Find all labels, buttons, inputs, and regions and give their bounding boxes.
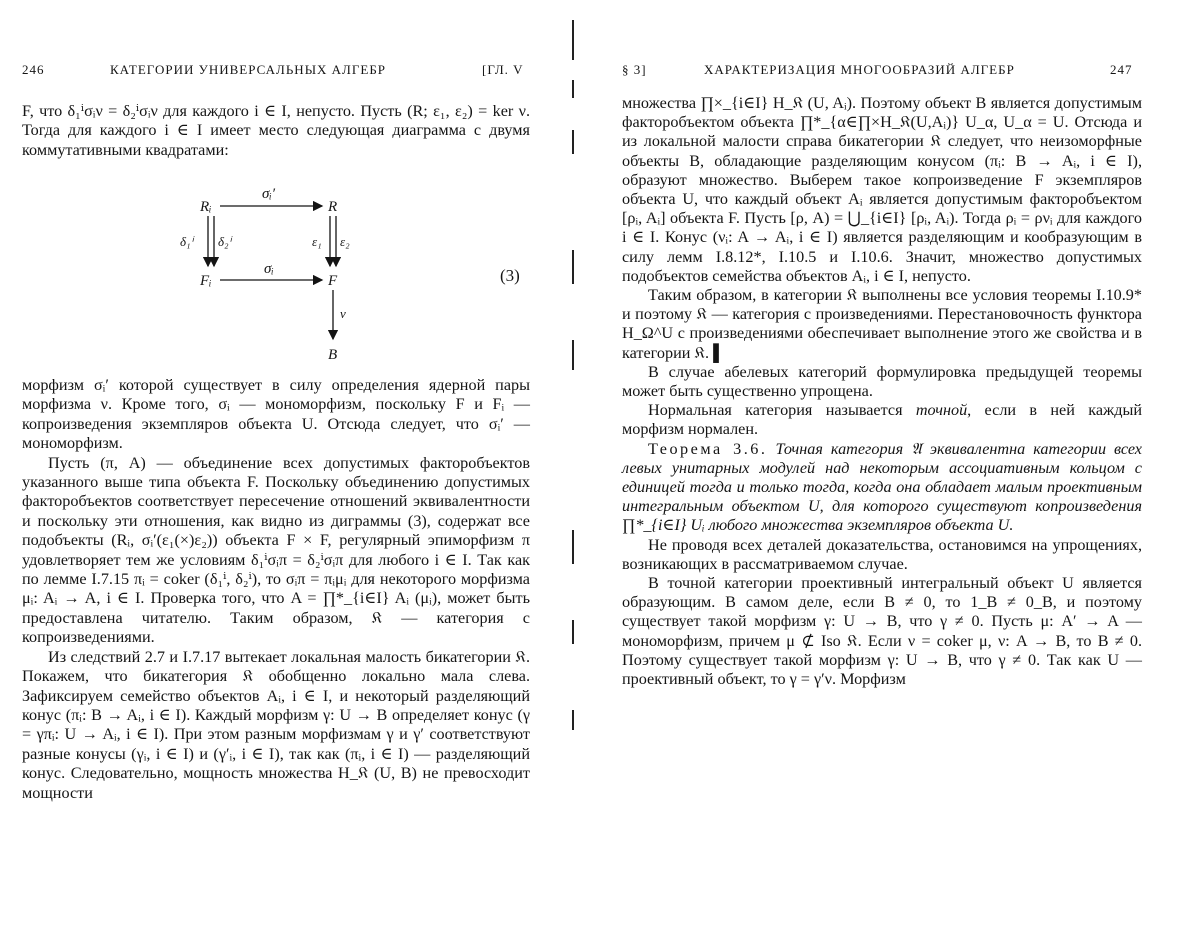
- node-Ri: Rᵢ: [200, 199, 212, 215]
- right-para-abelian: В случае абелевых категорий формулировка предыдущей теоремы может быть существенно упрощена.: [622, 362, 1142, 401]
- theorem-3-6: [622, 440, 1142, 536]
- normal-text-b: , если в ней каждый морфизм нормален.: [622, 401, 1142, 439]
- left-para-union: Пусть (π, A) — объединение всех допустимых факторобъектов указанного выше типа объекта F. Поскольку объединению допустимых факторобъектов соответствует пересечение отношений эквивалентности и поскольку эти отношения, как видно из диграммы (3), содержат все подобъекты (Rᵢ, σᵢ′(ε₁(×)ε₂)) объекта F × F, регулярный эпиморфизм π удовлетворяет тем же условиям δ₁ⁱσᵢπ = δ₂ⁱσᵢπ для любого i ∈ I. Так как по лемме I.7.15 πᵢ = coker (δ₁ⁱ, δ₂ⁱ), то σᵢπ = πᵢμᵢ для некоторого морфизма μᵢ: Aᵢ → A, i ∈ I. Проверка того, что A = ∏*_{i∈I} Aᵢ (μᵢ), может быть предоставлена читателю. Таким образом, 𝔎 — категория с копроизведениями.: [22, 453, 530, 647]
- right-main-block: [622, 94, 1142, 689]
- left-intro-block: [22, 102, 530, 160]
- right-page-number: 247: [1110, 62, 1133, 77]
- normal-text-a: Нормальная категория называется: [648, 401, 916, 420]
- right-para-thus: Таким образом, в категории 𝔎 выполнены все условия теоремы I.10.9* и поэтому 𝔎 — категория с произведениями. Перестановочность функтора H_Ω^U с произведениями обеспечивает выполнение этого же свойства и в категории 𝔎. ▌: [622, 286, 1142, 362]
- right-section-mark: § 3]: [622, 62, 647, 77]
- label-sigma-prime: σᵢ′: [262, 186, 276, 202]
- left-para-intro: F, что δ₁ⁱσᵢν = δ₂ⁱσᵢν для каждого i ∈ I, непусто. Пусть (R; ε₁, ε₂) = ker ν. Тогда для каждого i ∈ I имеет место следующая диаграмма с двумя коммутативными квадратами:: [22, 102, 530, 159]
- label-eps1: ε₁: [312, 234, 322, 249]
- left-page-number: 246: [22, 62, 45, 77]
- node-B: B: [328, 347, 338, 363]
- right-page: [570, 0, 1200, 944]
- left-para-after-diagram: морфизм σᵢ′ которой существует в силу определения ядерной пары морфизма ν. Кроме того, σᵢ — мономорфизм, поскольку F и Fᵢ — копроизведения экземпляров объекта U. Отсюда следует, что σᵢ′ — мономорфизм.: [22, 376, 530, 453]
- left-main-block: [22, 376, 530, 803]
- label-delta1: δ₁ⁱ: [180, 234, 193, 249]
- right-para-normal: [622, 401, 1142, 439]
- right-para-details: Не проводя всех деталей доказательства, остановимся на упрощениях, возникающих в рассматриваемом случае.: [622, 535, 1142, 573]
- right-para-exact: В точной категории проективный интегральный объект U является образующим. В самом деле, если B ≠ 0, то 1_B ≠ 0_B, и поэтому существует такой морфизм γ: U → B, что γ ≠ 0. Пусть μ: A′ → A — мономорфизм, причем μ ⊄ Iso 𝔎. Если ν = coker μ, ν: A → B, то B ≠ 0. Поэтому существует такой морфизм γ: U → B, что γ ≠ 0. Так как U — проективный объект, то γ = γ′ν. Морфизм: [622, 574, 1142, 689]
- node-Fi: Fᵢ: [200, 273, 212, 289]
- label-nu: ν: [340, 306, 346, 321]
- equation-number: (3): [500, 266, 520, 285]
- label-delta2: δ₂ⁱ: [218, 234, 231, 249]
- left-running-head: КАТЕГОРИИ УНИВЕРСАЛЬНЫХ АЛГЕБР: [110, 62, 387, 77]
- node-F: F: [328, 273, 338, 289]
- label-sigma: σᵢ: [264, 261, 274, 277]
- right-para-sets: множества ∏×_{i∈I} H_𝔎 (U, Aᵢ). Поэтому объект B является допустимым факторобъектом объекта ∏*_{α∈∏×H_𝔎(U,Aᵢ)} U_α, U_α = U. Отсюда и из локальной малости справа бикатегории 𝔎 следует, что неизоморфные объекты B, обладающие разделяющим конусом (πᵢ: B → Aᵢ, i ∈ I), образуют множество. Выберем такое копроизведение F экземпляров объекта U, что каждый объект Aᵢ является допустимым факторобъектом [ρᵢ, Aᵢ] объекта F. Пусть [ρ, A) = ⋃_{i∈I} [ρᵢ, Aᵢ). Тогда ρᵢ = ρνᵢ для каждого i ∈ I. Конус (νᵢ: A → Aᵢ, i ∈ I) является разделяющим и кообразующим в силу лемм I.8.12*, I.10.5 и I.10.6. Значит, множество допустимых подобъектов семейства объектов Aᵢ, i ∈ I, непусто.: [622, 94, 1142, 285]
- theorem-body: Точная категория 𝔄 эквивалентна категории всех левых унитарных модулей над некоторым ассоциативным кольцом с единицей тогда и только тогда, когда она обладает малым проективным интегральным объектом U, для которого существуют копроизведения ∏*_{i∈I} Uᵢ любого множества экземпляров объекта U.: [622, 439, 1142, 535]
- left-para-corollaries: Из следствий 2.7 и I.7.17 вытекает локальная малость бикатегории 𝔎. Покажем, что бикатегория 𝔎 обобщенно локально мала слева. Зафиксируем семейство объектов Aᵢ, i ∈ I, и некоторый разделяющий конус (πᵢ: B → Aᵢ, i ∈ I). Каждый морфизм γ: U → B определяет конус (γ = γπᵢ: U → Aᵢ, i ∈ I). При этом разным морфизмам γ и γ′ соответствуют разные конусы (γᵢ, i ∈ I) и (γ′ᵢ, i ∈ I), так как (πᵢ, i ∈ I) — разделяющий конус. Следовательно, мощность множества H_𝔎 (U, B) не превосходит мощности: [22, 647, 530, 802]
- normal-term: точной: [915, 401, 968, 420]
- label-eps2: ε₂: [340, 234, 350, 249]
- left-page: [0, 0, 560, 944]
- theorem-heading: Теорема 3.6.: [648, 439, 768, 458]
- node-R: R: [328, 199, 338, 215]
- left-chapter-mark: [ГЛ. V: [482, 62, 524, 77]
- commutative-diagram: [150, 184, 410, 364]
- right-running-head: ХАРАКТЕРИЗАЦИЯ МНОГООБРАЗИЙ АЛГЕБР: [704, 62, 1015, 77]
